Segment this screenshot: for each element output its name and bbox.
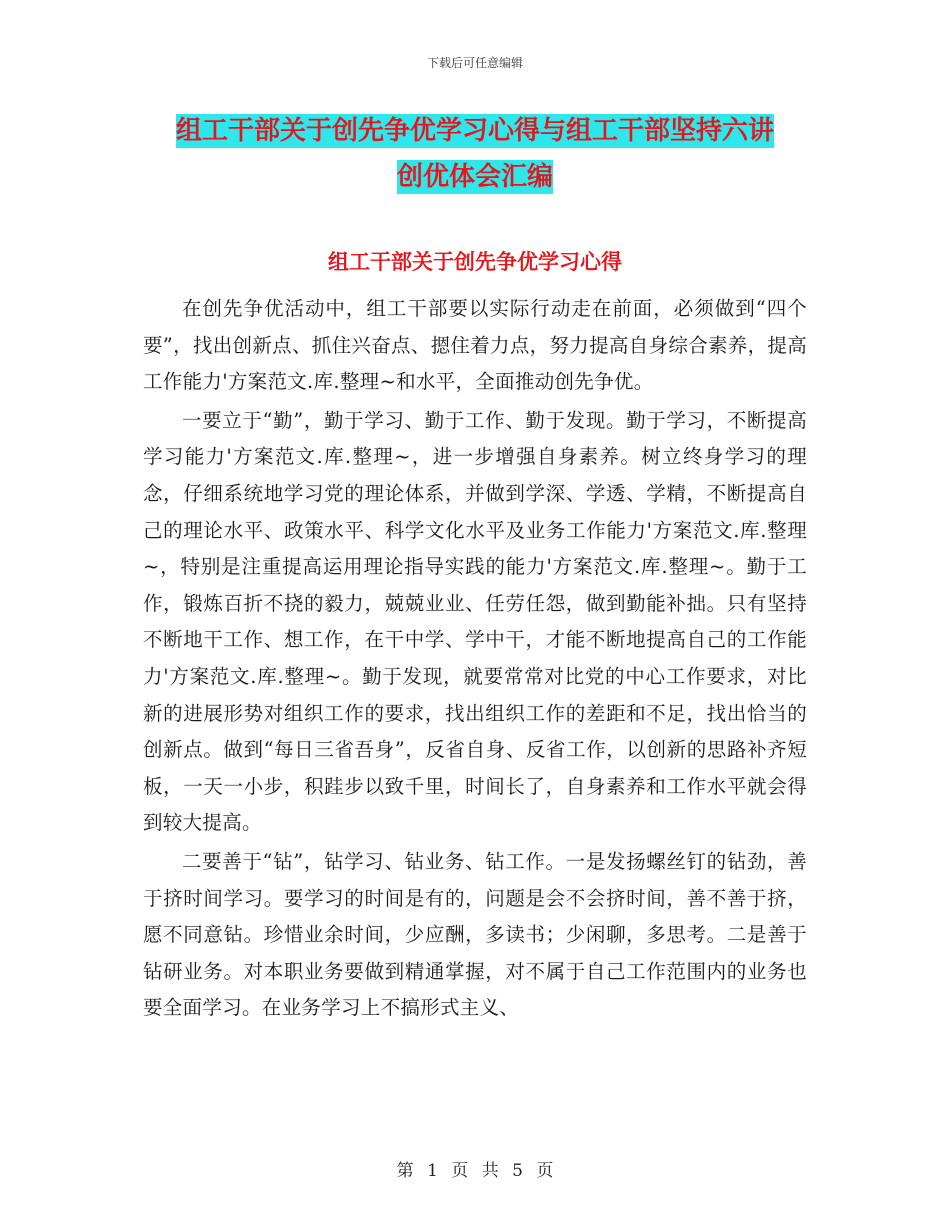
- footer-label-total: 共: [481, 1161, 499, 1181]
- title-highlight-2: 创优体会汇编: [396, 162, 553, 192]
- title-highlight-1: 组工干部关于创先争优学习心得与组工干部坚持六讲: [175, 116, 774, 146]
- paragraph-2: 一要立于“勤”，勤于学习、勤于工作、勤于发现。勤于学习，不断提高学习能力'方案范文.库.整理~，进一步增强自身素养。树立终身学习的理念，仔细系统地学习党的理论体系，并做到学深、学透、学精，不断提高自己的理论水平、政策水平、科学文化水平及业务工作能力'方案范文.库.整理~，特别是注重提高运用理论指导实践的能力'方案范文.库.整理~。勤于工作，锻炼百折不挠的毅力，兢兢业业、任劳任怨，做到勤能补拙。只有坚持不断地干工作、想工作，在干中学、学中干，才能不断地提高自己的工作能力'方案范文.库.整理~。勤于发现，就要常常对比党的中心工作要求，对比新的进展形势对组织工作的要求，找出组织工作的差距和不足，找出恰当的创新点。做到“每日三省吾身”，反省自身、反省工作，以创新的思路补齐短板，一天一小步，积跬步以致千里，时间长了，自身素养和工作水平就会得到较大提高。: [143, 408, 807, 835]
- paragraph-1: 在创先争优活动中，组工干部要以实际行动走在前面，必须做到“四个要”，找出创新点、抓住兴奋点、摁住着力点，努力提高自身综合素养，提高工作能力'方案范文.库.整理~和水平，全面推动创先争优。: [143, 297, 807, 394]
- footer-current-page: 1: [427, 1161, 438, 1181]
- footer-label-page: 第: [396, 1161, 414, 1181]
- page-footer: [0, 1156, 950, 1181]
- page-header-note: 下载后可任意编辑: [426, 56, 523, 70]
- document-body: [143, 291, 807, 1029]
- document-title: [0, 108, 950, 200]
- document-title-line-1: [0, 108, 950, 154]
- footer-total-pages: 5: [512, 1161, 523, 1181]
- section-title: 组工干部关于创先争优学习心得: [328, 250, 622, 274]
- footer-label-total-unit: 页: [536, 1161, 554, 1181]
- document-title-line-2: [0, 154, 950, 200]
- footer-label-page-unit: 页: [451, 1161, 469, 1181]
- paragraph-3: 二要善于“钻”，钻学习、钻业务、钻工作。一是发扬螺丝钉的钻劲，善于挤时间学习。要学习的时间是有的，问题是会不会挤时间，善不善于挤，愿不同意钻。珍惜业余时间，少应酬，多读书；少闲聊，多思考。二是善于钻研业务。对本职业务要做到精通掌握，对不属于自己工作范围内的业务也要全面学习。在业务学习上不搞形式主义、: [143, 849, 807, 1020]
